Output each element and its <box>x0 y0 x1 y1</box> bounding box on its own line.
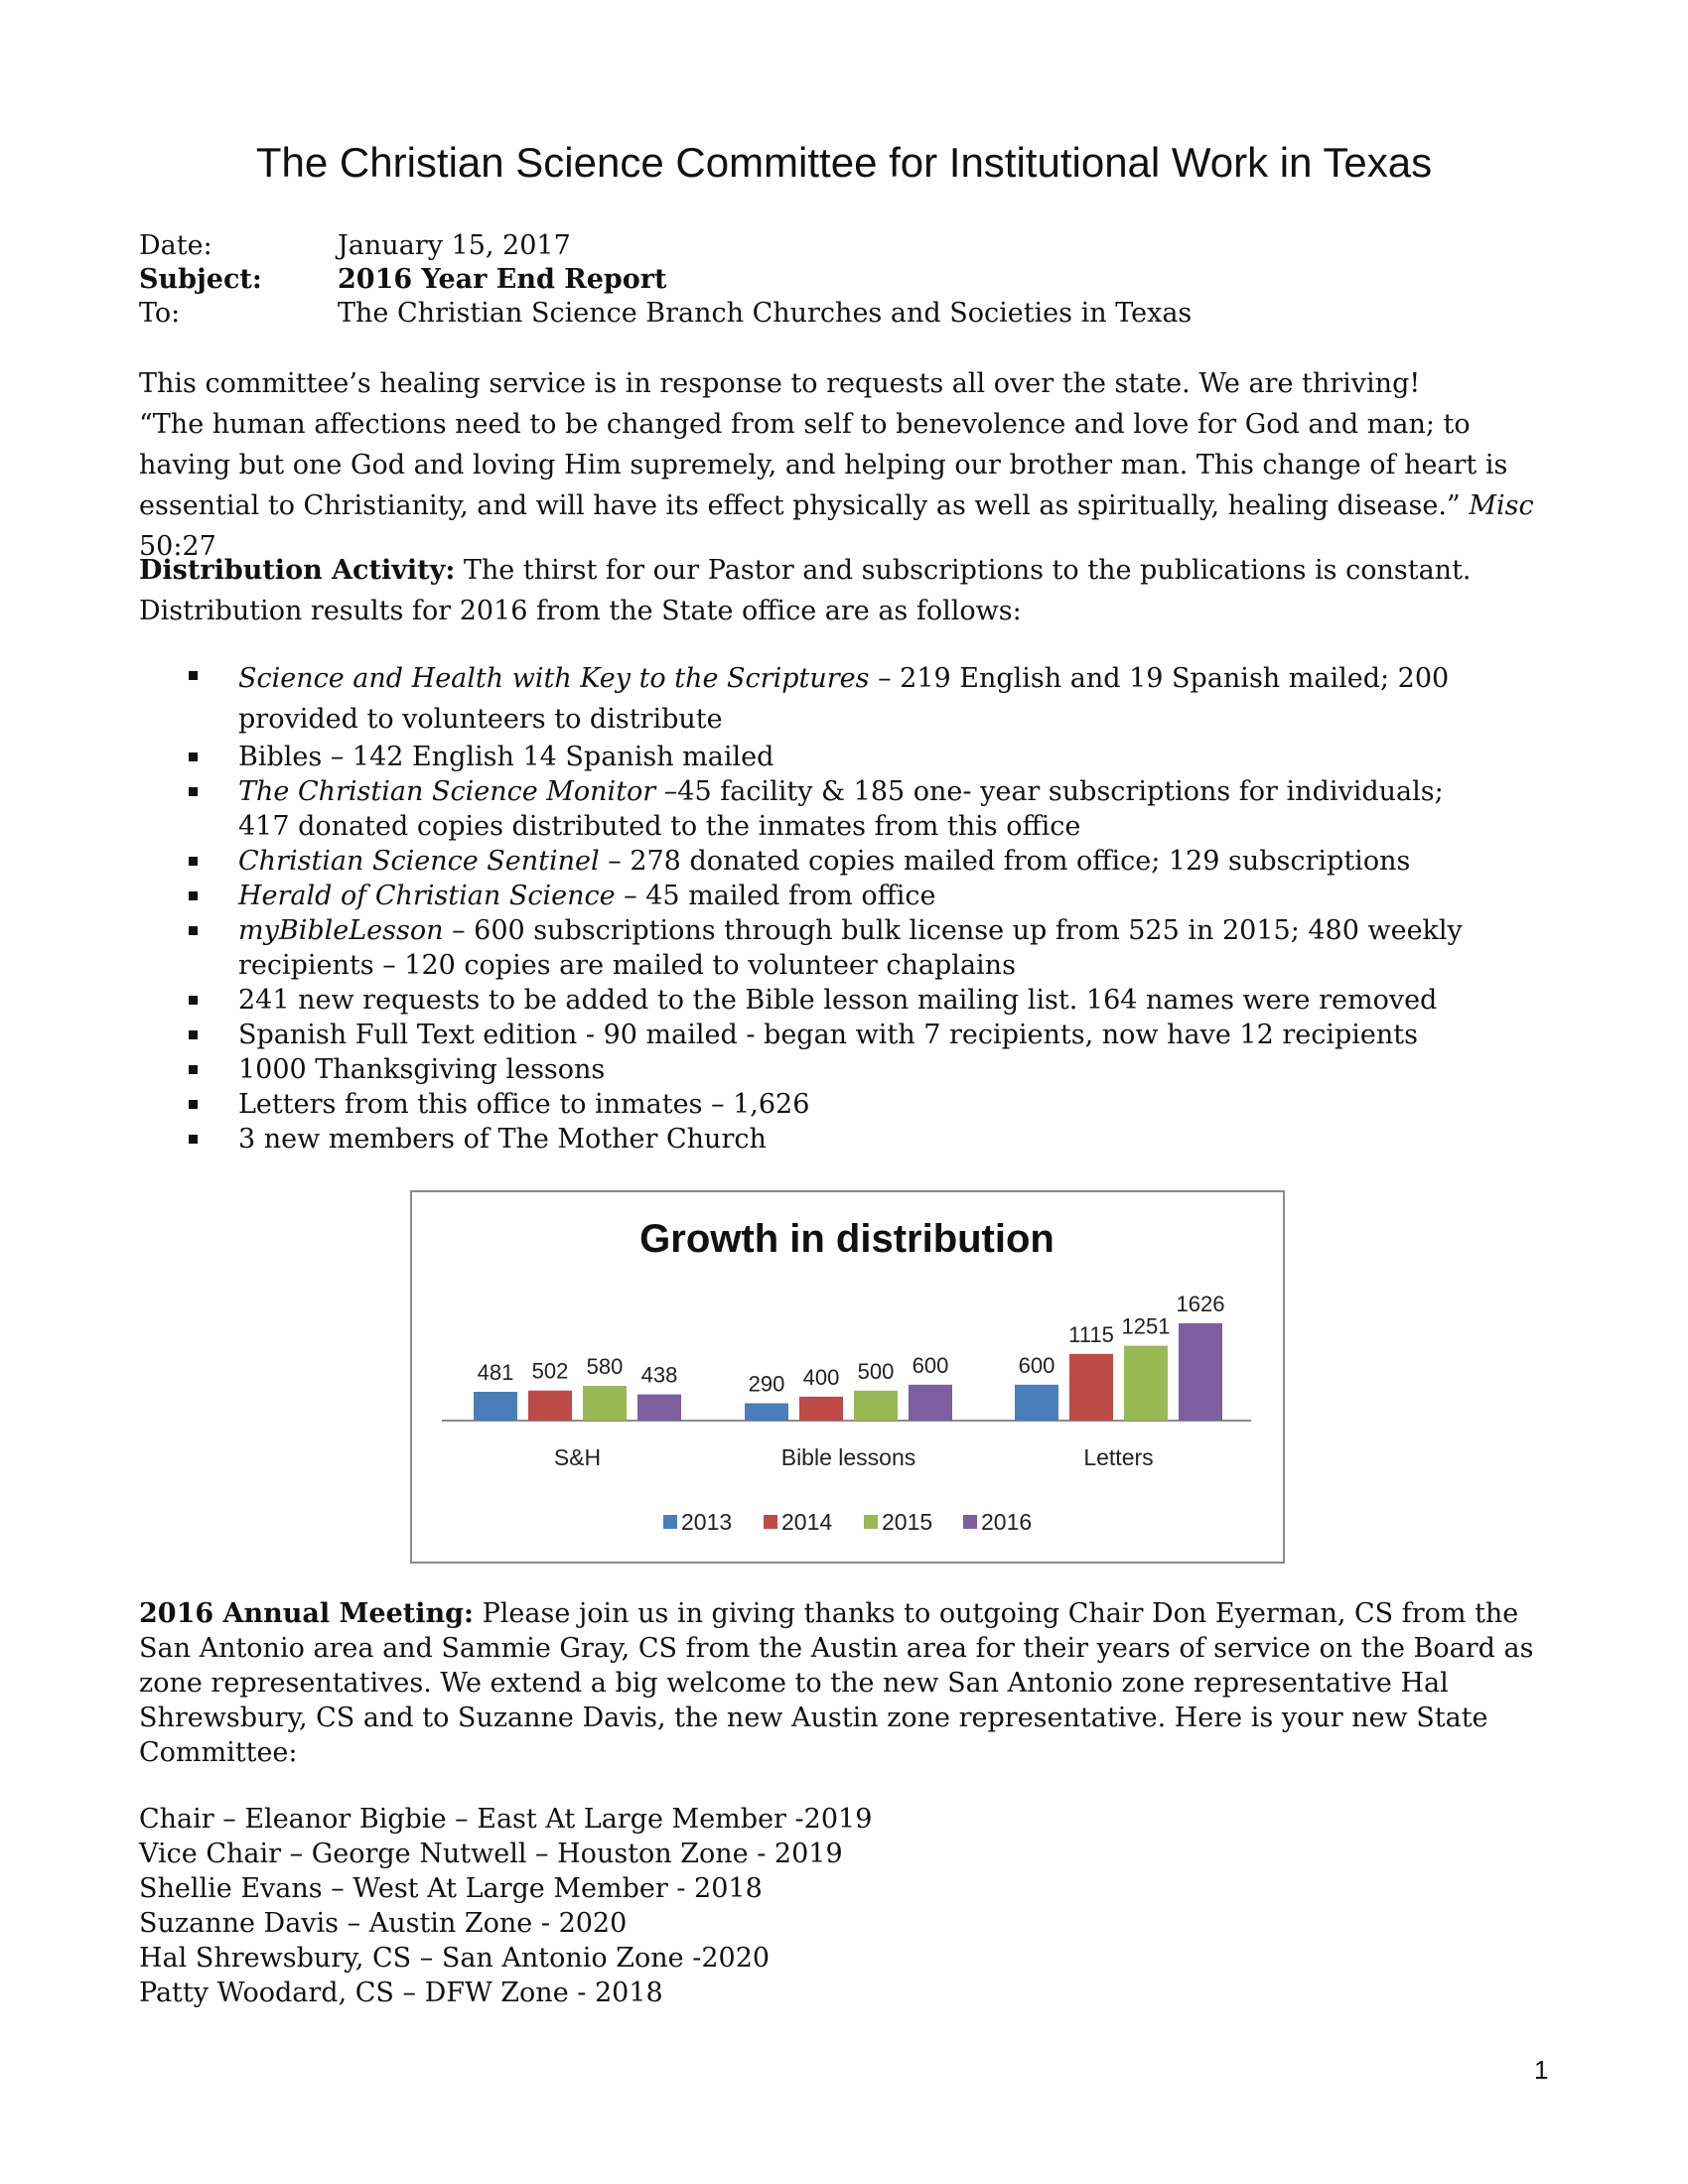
distribution-paragraph <box>139 550 1559 631</box>
legend-label: 2015 <box>882 1509 933 1535</box>
item-text: 1000 Thanksgiving lessons <box>238 1054 606 1085</box>
item-text: – 45 mailed from office <box>615 881 936 911</box>
item-text: – 219 English and 19 Spanish mailed; 200 provided to volunteers to distribute <box>238 663 1450 735</box>
chart-bar <box>1069 1354 1113 1421</box>
data-label: 481 <box>477 1360 514 1386</box>
bullet-icon <box>189 857 198 866</box>
bullet-icon <box>189 1100 198 1109</box>
memo-subject-row <box>139 262 1529 296</box>
item-text: – 278 donated copies mailed from office; 129 subscriptions <box>599 846 1411 877</box>
bullet-icon <box>189 1135 198 1144</box>
bullet-icon <box>189 752 198 761</box>
memo-subject-value: 2016 Year End Report <box>338 264 667 295</box>
growth-chart <box>410 1190 1285 1564</box>
distribution-item <box>189 658 1499 740</box>
data-label: 580 <box>586 1354 624 1380</box>
item-text: Letters from this office to inmates – 1,626 <box>238 1089 810 1120</box>
item-text: – 600 subscriptions through bulk license up from 525 in 2015; 480 weekly recipients – 120 copies are mailed to volunteer chaplains <box>238 915 1463 981</box>
data-label: 1115 <box>1068 1321 1114 1347</box>
chart-title: Growth in distribution <box>639 1217 1055 1261</box>
item-text: –45 facility & 185 one- year subscriptions for individuals; 417 donated copies distributed to the inmates from this office <box>238 776 1444 842</box>
bullet-icon <box>189 1065 198 1074</box>
committee-member: Hal Shrewsbury, CS – San Antonio Zone -2020 <box>139 1943 771 1974</box>
bullet-icon <box>189 891 198 900</box>
committee-list <box>139 1802 1529 2010</box>
data-label: 502 <box>531 1358 569 1384</box>
distribution-item <box>189 740 1499 774</box>
chart-bar <box>799 1397 843 1421</box>
distribution-list <box>189 658 1499 1157</box>
distribution-intro <box>139 550 1559 631</box>
memo-to-row <box>139 296 1529 330</box>
item-text: 241 new requests to be added to the Bible lesson mailing list. 164 names were removed <box>238 985 1438 1016</box>
item-text: Bibles – 142 English 14 Spanish mailed <box>238 742 774 772</box>
distribution-text: The thirst for our Pastor and subscriptions to the publications is constant. Distribution results for 2016 from the State office are as follows: <box>139 555 1472 626</box>
data-label: 1251 <box>1121 1313 1171 1339</box>
annual-meeting-section <box>139 1596 1559 1770</box>
page-number: 1 <box>1534 2055 1549 2085</box>
chart-bar <box>474 1392 517 1421</box>
chart-svg <box>412 1192 1283 1562</box>
distribution-item <box>189 879 1499 913</box>
category-label: Bible lessons <box>780 1444 916 1470</box>
publication-title: Christian Science Sentinel <box>238 846 600 877</box>
item-text: Spanish Full Text edition - 90 mailed - began with 7 recipients, now have 12 recipients <box>238 1020 1418 1050</box>
meeting-text: Please join us in giving thanks to outgoing Chair Don Eyerman, CS from the San Antonio area and Sammie Gray, CS from the Austin area for their years of service on the Board as zone representatives. We extend a big welcome to the new San Antonio zone representative Hal Shrewsbury, CS and to Suzanne Davis, the new Austin zone representative. Here is your new State Committee: <box>139 1598 1534 1768</box>
distribution-item <box>189 1052 1499 1087</box>
category-label: S&H <box>553 1444 602 1470</box>
distribution-item <box>189 1122 1499 1157</box>
data-label: 600 <box>1018 1352 1055 1378</box>
citation-ref: 50:27 <box>139 531 216 562</box>
legend-swatch <box>963 1515 977 1529</box>
publication-title: myBibleLesson <box>238 915 444 946</box>
data-label: 500 <box>857 1358 895 1384</box>
bullet-icon <box>189 671 198 680</box>
committee-member: Shellie Evans – West At Large Member - 2018 <box>139 1873 763 1904</box>
data-label: 600 <box>912 1352 949 1378</box>
intro-section <box>139 363 1559 567</box>
chart-bar <box>637 1395 681 1421</box>
distribution-item <box>189 1018 1499 1052</box>
distribution-item <box>189 913 1499 983</box>
publication-title: The Christian Science Monitor <box>238 776 656 807</box>
memo-header <box>139 228 1529 330</box>
category-label: Letters <box>1083 1444 1154 1470</box>
legend-swatch <box>663 1515 677 1529</box>
distribution-item <box>189 844 1499 879</box>
quote-text: “The human affections need to be changed from self to benevolence and love for God and man; to having but one God and loving Him supremely, and helping our brother man. This change of heart is essential to Christianity, and will have its effect physically as well as spiritually, healing disease.” <box>139 409 1508 521</box>
intro-line: This committee’s healing service is in response to requests all over the state. We are thriving! <box>139 368 1421 399</box>
chart-bar <box>1179 1323 1222 1421</box>
chart-bar <box>1015 1385 1058 1421</box>
citation-title: Misc <box>1469 490 1534 521</box>
memo-subject-label: Subject: <box>139 264 262 295</box>
data-label: 400 <box>802 1364 840 1390</box>
memo-date-label: Date: <box>139 230 212 261</box>
item-text: 3 new members of The Mother Church <box>238 1124 767 1155</box>
data-label: 290 <box>748 1371 785 1397</box>
chart-bar <box>528 1391 572 1421</box>
memo-date-row <box>139 228 1529 262</box>
intro-quote <box>139 404 1559 567</box>
memo-to-value: The Christian Science Branch Churches and Societies in Texas <box>338 298 1193 329</box>
chart-bar <box>583 1386 627 1421</box>
publication-title: Science and Health with Key to the Scriptures <box>238 663 870 694</box>
committee-member: Suzanne Davis – Austin Zone - 2020 <box>139 1908 628 1939</box>
legend-label: 2014 <box>781 1509 833 1535</box>
bullet-icon <box>189 1030 198 1039</box>
legend-swatch <box>764 1515 777 1529</box>
distribution-item <box>189 983 1499 1018</box>
meeting-paragraph <box>139 1596 1559 1770</box>
chart-bar <box>745 1404 788 1421</box>
memo-date-value: January 15, 2017 <box>338 230 571 261</box>
publication-title: Herald of Christian Science <box>238 881 616 911</box>
distribution-item <box>189 1087 1499 1122</box>
committee-member: Patty Woodard, CS – DFW Zone - 2018 <box>139 1978 663 2008</box>
committee-member: Chair – Eleanor Bigbie – East At Large Member -2019 <box>139 1804 873 1835</box>
bullet-icon <box>189 926 198 935</box>
meeting-heading: 2016 Annual Meeting: <box>139 1598 474 1629</box>
legend-swatch <box>864 1515 878 1529</box>
data-label: 1626 <box>1176 1292 1225 1316</box>
chart-bar <box>854 1391 898 1421</box>
distribution-item <box>189 774 1499 844</box>
memo-to-label: To: <box>139 298 181 329</box>
chart-bar <box>1124 1346 1168 1421</box>
legend-label: 2013 <box>681 1509 733 1535</box>
distribution-heading: Distribution Activity: <box>139 555 456 586</box>
committee-member: Vice Chair – George Nutwell – Houston Zone - 2019 <box>139 1839 843 1869</box>
chart-bar <box>909 1385 952 1421</box>
data-label: 438 <box>640 1362 678 1388</box>
legend-label: 2016 <box>981 1509 1033 1535</box>
bullet-icon <box>189 996 198 1005</box>
bullet-icon <box>189 787 198 796</box>
page-title: The Christian Science Committee for Institutional Work in Texas <box>255 139 1433 186</box>
